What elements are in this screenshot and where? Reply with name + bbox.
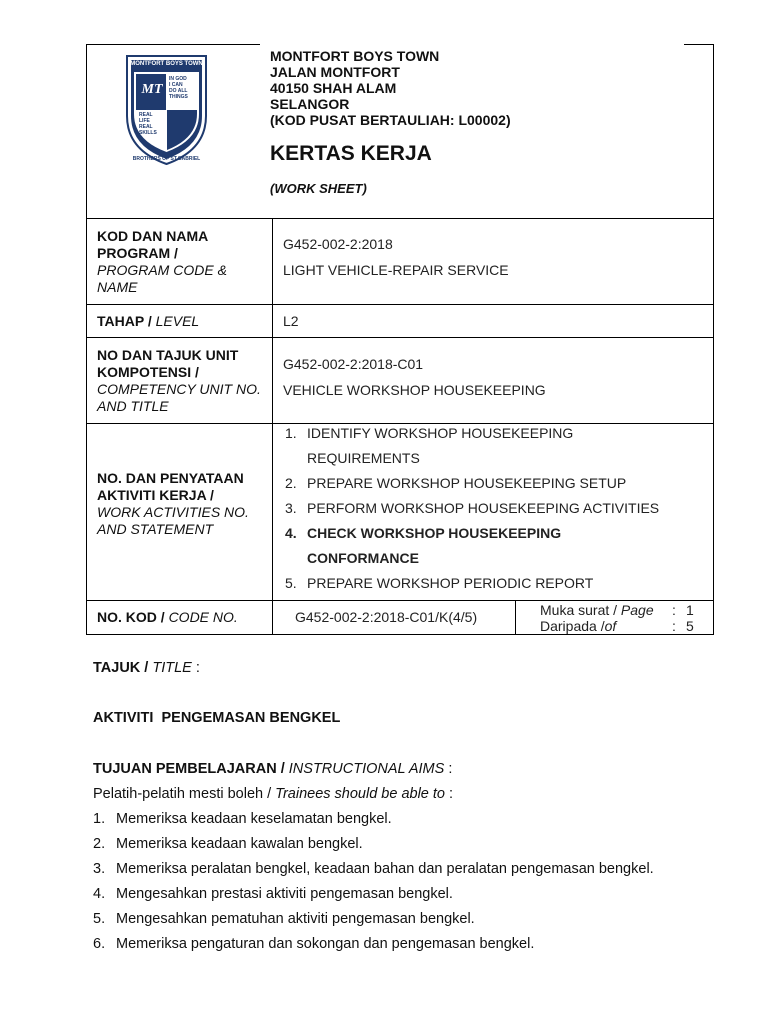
activities-list: [285, 425, 710, 600]
activity-item: 5. PREPARE WORKSHOP PERIODIC REPORT: [285, 575, 594, 591]
page-number-row: Muka surat / Page : 1: [540, 602, 694, 618]
activity-item-current: 4. CHECK WORKSHOP HOUSEKEEPING: [285, 525, 562, 541]
aims-list: [93, 811, 733, 961]
crest-tagline: REAL LIFE REAL SKILLS: [139, 112, 157, 136]
activity-item: 1. IDENTIFY WORKSHOP HOUSEKEEPING: [285, 425, 574, 441]
unit-code: G452-002-2:2018-C01: [283, 356, 424, 372]
aim-item: 4. Mengesahkan prestasi aktiviti pengemasan bengkel.: [93, 886, 453, 902]
page-number: 1: [686, 602, 694, 618]
row-divider: [86, 218, 714, 219]
row-divider: [86, 337, 714, 338]
code-value: G452-002-2:2018-C01/K(4/5): [295, 609, 478, 625]
activity-item: 2. PREPARE WORKSHOP HOUSEKEEPING SETUP: [285, 475, 627, 491]
org-line: JALAN MONTFORT: [270, 64, 400, 80]
organization-address: [270, 48, 511, 128]
unit-title: VEHICLE WORKSHOP HOUSEKEEPING: [283, 382, 546, 398]
org-line: 40150 SHAH ALAM: [270, 80, 397, 96]
page-info: [540, 602, 694, 634]
program-code: G452-002-2:2018: [283, 236, 393, 252]
row-divider: [86, 600, 714, 601]
row-divider: [86, 304, 714, 305]
org-line: SELANGOR: [270, 96, 350, 112]
activity-item: 3. PERFORM WORKSHOP HOUSEKEEPING ACTIVITIES: [285, 500, 660, 516]
table-border-top-left: [86, 44, 260, 45]
aim-item: 2. Memeriksa keadaan kawalan bengkel.: [93, 836, 363, 852]
program-name: LIGHT VEHICLE-REPAIR SERVICE: [283, 262, 509, 278]
crest-monogram: MT: [141, 82, 163, 97]
document-subtitle: (WORK SHEET): [270, 181, 367, 196]
table-border-top-right: [684, 44, 714, 45]
org-line: MONTFORT BOYS TOWN: [270, 48, 440, 64]
unit-label: NO DAN TAJUK UNIT KOMPOTENSI / COMPETENCY UNIT NO. AND TITLE: [97, 347, 261, 414]
aim-item: 3. Memeriksa peralatan bengkel, keadaan bahan dan peralatan pengemasan bengkel.: [93, 861, 654, 877]
activity-title: AKTIVITI PENGEMASAN BENGKEL: [93, 710, 341, 726]
document-title: KERTAS KERJA: [270, 142, 432, 165]
row-divider: [86, 423, 714, 424]
crest-motto: IN GOD I CAN DO ALL THINGS: [169, 76, 188, 100]
level-label: TAHAP / LEVEL: [97, 313, 200, 329]
school-crest-logo: [124, 54, 209, 174]
aim-item: 5. Mengesahkan pematuhan aktiviti pengemasan bengkel.: [93, 911, 475, 927]
page-total-row: Daripada /of : 5: [540, 618, 694, 634]
aims-intro: Pelatih-pelatih mesti boleh / Trainees should be able to :: [93, 786, 454, 802]
org-line: (KOD PUSAT BERTAULIAH: L00002): [270, 112, 511, 128]
aims-heading: TUJUAN PEMBELAJARAN / INSTRUCTIONAL AIMS :: [93, 761, 453, 777]
page-total: 5: [686, 618, 694, 634]
activity-item-continuation: CONFORMANCE: [307, 550, 419, 566]
aim-item: 6. Memeriksa pengaturan dan sokongan dan pengemasan bengkel.: [93, 936, 535, 952]
table-border-left: [86, 44, 87, 635]
aim-item: 1. Memeriksa keadaan keselamatan bengkel.: [93, 811, 392, 827]
crest-top-text: MONTFORT BOYS TOWN: [130, 61, 203, 67]
activity-item-continuation: REQUIREMENTS: [307, 450, 420, 466]
crest-bottom-text: BROTHERS OF ST.GABRIEL: [132, 156, 201, 162]
table-border-bottom: [86, 634, 714, 635]
title-heading: TAJUK / TITLE :: [93, 660, 200, 676]
column-divider-page: [515, 600, 516, 634]
activities-label: NO. DAN PENYATAAN AKTIVITI KERJA / WORK ACTIVITIES NO. AND STATEMENT: [97, 470, 249, 537]
program-label: KOD DAN NAMA PROGRAM / PROGRAM CODE & NAME: [97, 228, 227, 295]
level-value: L2: [283, 313, 299, 329]
column-divider: [272, 218, 273, 634]
code-label: NO. KOD / CODE NO.: [97, 609, 238, 625]
table-border-right: [713, 44, 714, 635]
